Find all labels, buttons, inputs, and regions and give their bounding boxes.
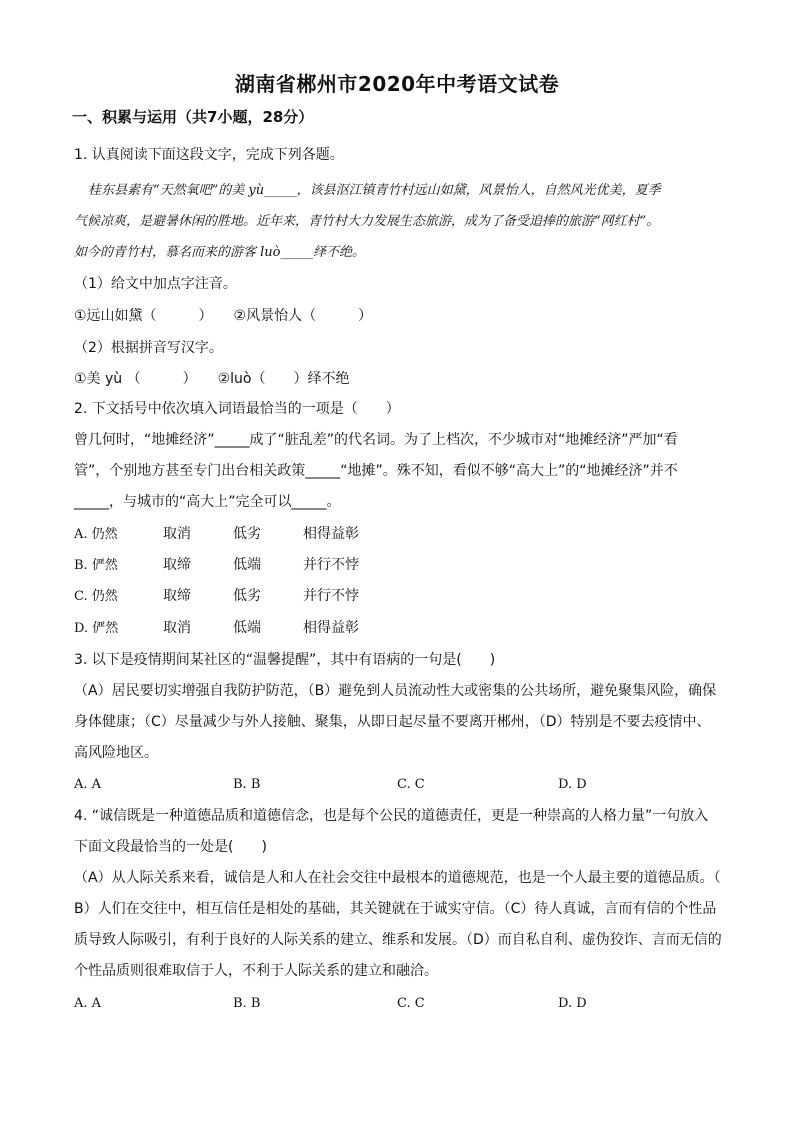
option-word: 并行不悖 xyxy=(303,588,359,604)
q4-option-c[interactable]: C. C xyxy=(397,996,425,1011)
option-word: 低劣 xyxy=(233,588,261,604)
q1-passage-line: 桂东县素有“天然氧吧”的美 yù_____，该县沤江镇青竹村远山如黛，风景怡人，自然风光优美，夏季 xyxy=(88,183,661,198)
option-word: 取缔 xyxy=(163,557,191,573)
q1-passage-line: 如今的青竹村，慕名而来的游客 luò_____绎不绝。 xyxy=(74,245,365,260)
q4-option-d[interactable]: D. D xyxy=(558,996,587,1011)
option-word: 相得益彰 xyxy=(303,526,359,542)
q3-option-a[interactable]: A. A xyxy=(74,777,102,792)
q1-sub1: （1）给文中加点字注音。 xyxy=(74,276,237,292)
page-title: 湖南省郴州市2020年中考语文试卷 xyxy=(234,72,560,96)
q4-stem-line: 4. “诚信既是一种道德品质和道德信念，也是每个公民的道德责任，更是一种崇高的人格力量”一句放入 xyxy=(74,808,709,824)
option-word: 相得益彰 xyxy=(303,620,359,636)
q2-passage-line: _____，与城市的“高大上”完全可以_____。 xyxy=(74,494,341,510)
option-word: 并行不悖 xyxy=(303,557,359,573)
option-label: A. 仍然 xyxy=(74,527,118,542)
q3-passage-line: 高风险地区。 xyxy=(74,745,158,761)
q4-passage-line: 个性品质则很难取信于人，不利于人际关系的建立和融洽。 xyxy=(74,963,438,979)
q1-sub2: （2）根据拼音写汉字。 xyxy=(74,340,223,356)
option-word: 低端 xyxy=(233,557,261,573)
option-word: 低端 xyxy=(233,620,261,636)
option-label: C. 仍然 xyxy=(74,589,118,604)
q3-option-b[interactable]: B. B xyxy=(233,777,261,792)
option-word: 取缔 xyxy=(163,588,191,604)
q2-passage-line: 管”，个别地方甚至专门出台相关政策_____“地摊”。殊不知，看似不够“高大上”的“地摊经济”并不 xyxy=(74,463,678,479)
q2-passage-line: 曾几何时，“地摊经济”_____成了“脏乱差”的代名词。为了上档次，不少城市对“地摊经济”严加“看 xyxy=(74,432,678,448)
option-word: 取消 xyxy=(163,526,191,542)
option-label: B. 俨然 xyxy=(74,558,118,573)
q3-passage-line: （A）居民要切实增强自我防护防范，（B）避免到人员流动性大或密集的公共场所，避免聚集风险，确保 xyxy=(74,683,717,699)
section-heading: 一、积累与运用（共7小题，28分） xyxy=(72,108,314,126)
option-word: 低劣 xyxy=(233,526,261,542)
q1-passage-line: 气候凉爽，是避暑休闲的胜地。近年来，青竹村大力发展生态旅游，成为了备受追捧的旅游“网红村”。 xyxy=(74,214,660,229)
q4-passage-line: 质导致人际吸引，有利于良好的人际关系的建立、维系和发展。（D）而自私自利、虚伪狡诈、言而无信的 xyxy=(74,932,722,948)
option-label: D. 俨然 xyxy=(74,621,119,636)
q1-sub1-items: ①远山如黛（ ） ②风景怡人（ ） xyxy=(74,308,373,324)
q2-stem: 2. 下文括号中依次填入词语最恰当的一项是（ ） xyxy=(74,401,400,417)
q3-passage-line: 身体健康；（C）尽量减少与外人接触、聚集，从即日起尽量不要离开郴州，（D）特别是不要去疫情中、 xyxy=(74,714,711,730)
q3-option-c[interactable]: C. C xyxy=(397,777,425,792)
q4-option-a[interactable]: A. A xyxy=(74,996,102,1011)
q1-stem: 1. 认真阅读下面这段文字，完成下列各题。 xyxy=(74,147,344,163)
q4-option-b[interactable]: B. B xyxy=(233,996,261,1011)
option-word: 取消 xyxy=(163,620,191,636)
q4-passage-line: B）人们在交往中，相互信任是相处的基础，其关键就在于诚实守信。（C）待人真诚，言而有信的个性品 xyxy=(74,901,717,917)
q3-stem: 3. 以下是疫情期间某社区的“温馨提醒”，其中有语病的一句是( ) xyxy=(74,652,496,668)
q3-option-d[interactable]: D. D xyxy=(558,777,587,792)
q1-sub2-items: ①美 yù （ ） ②luò（ ）绎不绝 xyxy=(74,371,350,387)
q4-stem-line: 下面文段最恰当的一处是( ) xyxy=(74,839,267,855)
q4-passage-line: （A）从人际关系来看，诚信是人和人在社会交往中最根本的道德规范，也是一个人最主要的道德品质。（ xyxy=(74,870,721,886)
